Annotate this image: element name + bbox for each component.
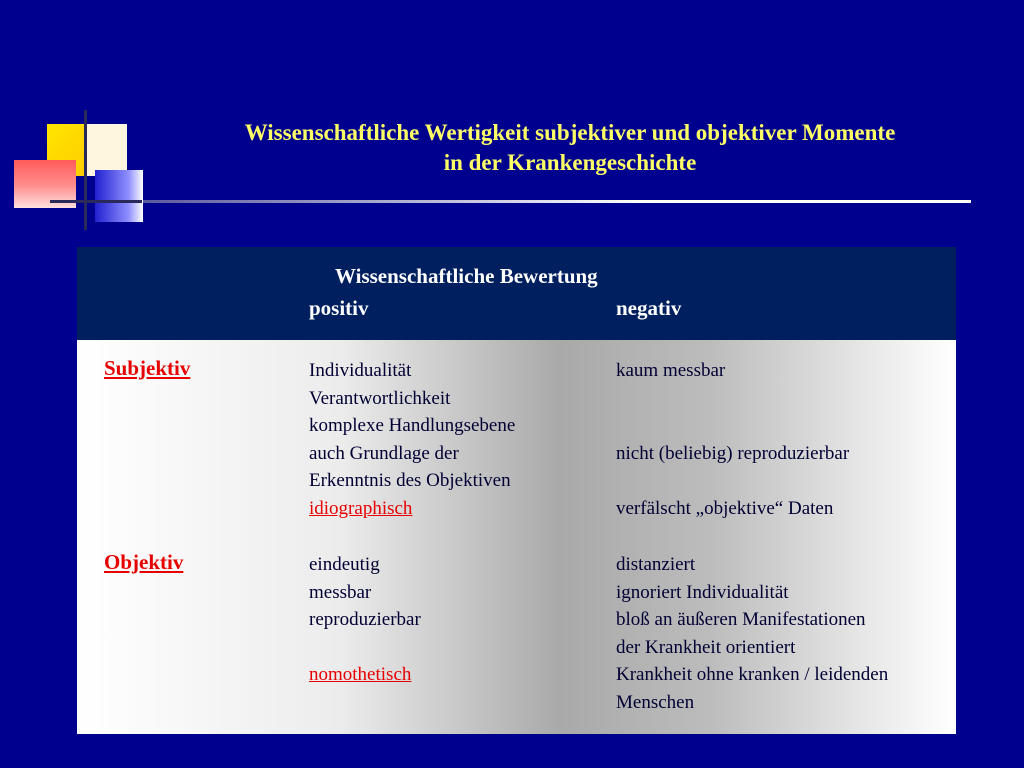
list-item bbox=[309, 634, 421, 662]
title-underline bbox=[143, 200, 971, 203]
decorative-blue-square bbox=[95, 170, 143, 222]
list-item: Verantwortlichkeit bbox=[309, 387, 451, 409]
decorative-white-square bbox=[85, 124, 127, 176]
list-item: kaum messbar bbox=[616, 360, 726, 381]
list-item: Krankheit ohne kranken / leidenden bbox=[616, 664, 889, 685]
list-item: bloß an äußeren Manifestationen bbox=[616, 609, 866, 630]
subjektiv-positive-cell bbox=[309, 357, 515, 522]
list-item: Menschen bbox=[616, 691, 695, 713]
objektiv-negative-cell bbox=[616, 551, 888, 716]
row-label-subjektiv: Subjektiv bbox=[104, 356, 191, 380]
list-item: distanziert bbox=[616, 554, 696, 575]
decorative-vertical-line bbox=[84, 110, 87, 230]
list-item bbox=[616, 412, 849, 440]
keyword-nomothetisch: nomothetisch bbox=[309, 664, 412, 685]
list-item: nicht (beliebig) reproduzierbar bbox=[616, 442, 850, 464]
objektiv-positive-cell bbox=[309, 551, 421, 716]
header-main: Wissenschaftliche Bewertung bbox=[335, 264, 598, 288]
table-body bbox=[77, 340, 956, 734]
list-item: komplexe Handlungsebene bbox=[309, 415, 516, 436]
slide-title bbox=[150, 118, 990, 178]
header-negative: negativ bbox=[616, 296, 682, 320]
list-item: auch Grundlage der bbox=[309, 442, 459, 464]
list-item: Individualität bbox=[309, 360, 412, 381]
header-positive: positiv bbox=[309, 296, 369, 320]
list-item: messbar bbox=[309, 581, 372, 603]
decorative-horizontal-line bbox=[50, 200, 142, 203]
keyword-idiographisch: idiographisch bbox=[309, 497, 413, 519]
list-item: Erkenntnis des Objektiven bbox=[309, 470, 511, 491]
evaluation-table bbox=[77, 247, 956, 734]
title-line-2: in der Krankengeschichte bbox=[443, 150, 697, 175]
list-item: eindeutig bbox=[309, 554, 380, 575]
subjektiv-negative-cell bbox=[616, 357, 849, 522]
list-item: reproduzierbar bbox=[309, 609, 421, 630]
list-item: ignoriert Individualität bbox=[616, 581, 789, 603]
table-header bbox=[77, 247, 956, 340]
row-label-objektiv: Objektiv bbox=[104, 550, 184, 574]
title-line-1: Wissenschaftliche Wertigkeit subjektiver und objektiver Momente bbox=[244, 120, 896, 145]
list-item: verfälscht „objektive“ Daten bbox=[616, 497, 834, 519]
list-item bbox=[616, 467, 849, 495]
list-item bbox=[616, 385, 849, 413]
list-item bbox=[309, 689, 421, 717]
list-item: der Krankheit orientiert bbox=[616, 636, 796, 658]
